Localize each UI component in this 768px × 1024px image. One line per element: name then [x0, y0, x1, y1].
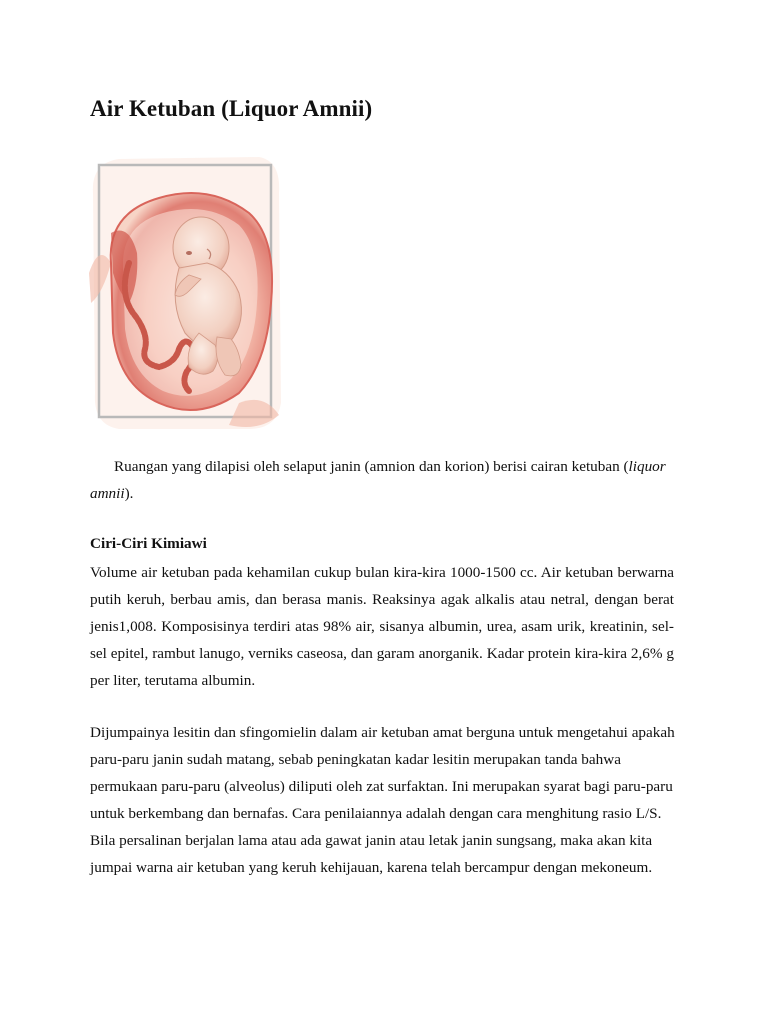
- paragraph-lecithin: Dijumpainya lesitin dan sfingomielin dalam air ketuban amat berguna untuk mengetahui apakah paru-paru janin sudah matang, sebab peningkatan kadar lesitin merupakan tanda bahwa permukaan paru-paru (alveolus) diliputi oleh zat surfaktan. Ini merupakan syarat bagi paru-paru untuk berkembang dan bernafas. Cara penilaiannya adalah dengan cara menghitung rasio L/S. Bila persalinan berjalan lama atau ada gawat janin atau letak janin sungsang, maka akan kita jumpai warna air ketuban yang keruh kehijauan, karena telah bercampur dengan mekoneum.: [90, 724, 675, 876]
- page-title: Air Ketuban (Liquor Amnii): [90, 96, 373, 121]
- fetus-in-amniotic-sac-icon: [89, 153, 283, 432]
- intro-paragraph: [90, 453, 676, 507]
- fetus-illustration: [89, 153, 283, 432]
- paragraph-chemical-properties: Volume air ketuban pada kehamilan cukup bulan kira-kira 1000-1500 cc. Air ketuban berwarna putih keruh, berbau amis, dan berasa manis. Reaksinya agak alkalis atau netral, dengan berat jenis1,008. Komposisinya terdiri atas 98% air, sisanya albumin, urea, asam urik, kreatinin, sel-sel epitel, rambut lanugo, verniks caseosa, dan garam anorganik. Kadar protein kira-kira 2,6% g per liter, terutama albumin.: [90, 564, 674, 689]
- intro-text-before: Ruangan yang dilapisi oleh selaput janin (amnion dan korion) berisi cairan ketuban (: [114, 458, 629, 475]
- intro-term-italic: liquor amnii: [90, 458, 666, 502]
- intro-text-after: ).: [124, 485, 134, 502]
- section-heading: Ciri-Ciri Kimiawi: [90, 535, 207, 552]
